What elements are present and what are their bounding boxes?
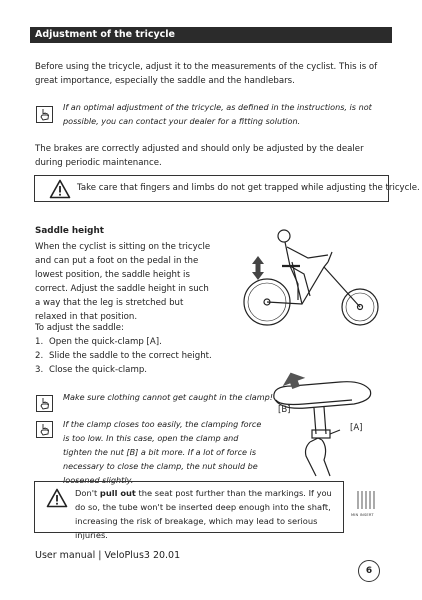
footer-text: User manual | VeloPlus3 20.01 [35,550,181,561]
label-b: [B] [278,405,291,415]
warning-triangle-icon [49,179,71,199]
warning-seatpost-text: Don't pull out the seat post further than the markings. If you do so, the tube won't be inserted deep enough into the shaft, increasing the risk of breakage, which may lead to serious injuries. [75,488,332,540]
warning-triangle-icon [46,488,68,508]
steps-list [35,335,235,377]
label-a: [A] [350,423,363,433]
hand-note-icon [36,106,53,123]
intro-paragraph: Before using the tricycle, adjust it to the measurements of the cyclist. This is of great importance, especially the saddle and the handlebars. [35,62,378,86]
saddle-body: When the cyclist is sitting on the tricycle and can put a foot on the pedal in the lowest position, the saddle height is correct. Adjust the saddle height in such a way that the leg is stretched but relaxed in that position. [35,242,211,322]
steps-intro: To adjust the saddle: [35,323,124,333]
saddle-clamp-illustration [270,372,380,480]
hand-note-icon [36,421,53,438]
clothing-note: Make sure clothing cannot get caught in the clamp! [63,392,273,402]
list-item: 2. Slide the saddle to the correct height. [35,351,212,361]
brakes-paragraph: The brakes are correctly adjusted and should only be adjusted by the dealer during periodic maintenance. [35,144,364,168]
min-insert-label: MIN INSERT [351,513,374,517]
list-item: 3. Close the quick-clamp. [35,365,148,375]
tricycle-illustration [232,222,392,330]
seatpost-marking-icon [352,487,380,527]
section-title: Adjustment of the tricycle [30,27,392,43]
warning-fingers-text: Take care that fingers and limbs do not get trapped while adjusting the tricycle. [77,183,420,193]
warning-box-fingers [34,175,420,202]
page-number: 6 [358,560,380,582]
warning-box-seatpost [34,481,344,540]
saddle-heading: Saddle height [35,226,104,236]
clamp-note: If the clamp closes too easily, the clamping force is too low. In this case, open the clamp and tighten the nut [B] a bit more. If a lot of force is necessary to close the clamp, the nut should be loosened slightly. [63,419,262,485]
hand-note-icon [36,395,53,412]
list-item: 1. Open the quick-clamp [A]. [35,337,162,347]
dealer-note: If an optimal adjustment of the tricycle, as defined in the instructions, is not possible, you can contact your dealer for a fitting solution. [63,102,372,126]
